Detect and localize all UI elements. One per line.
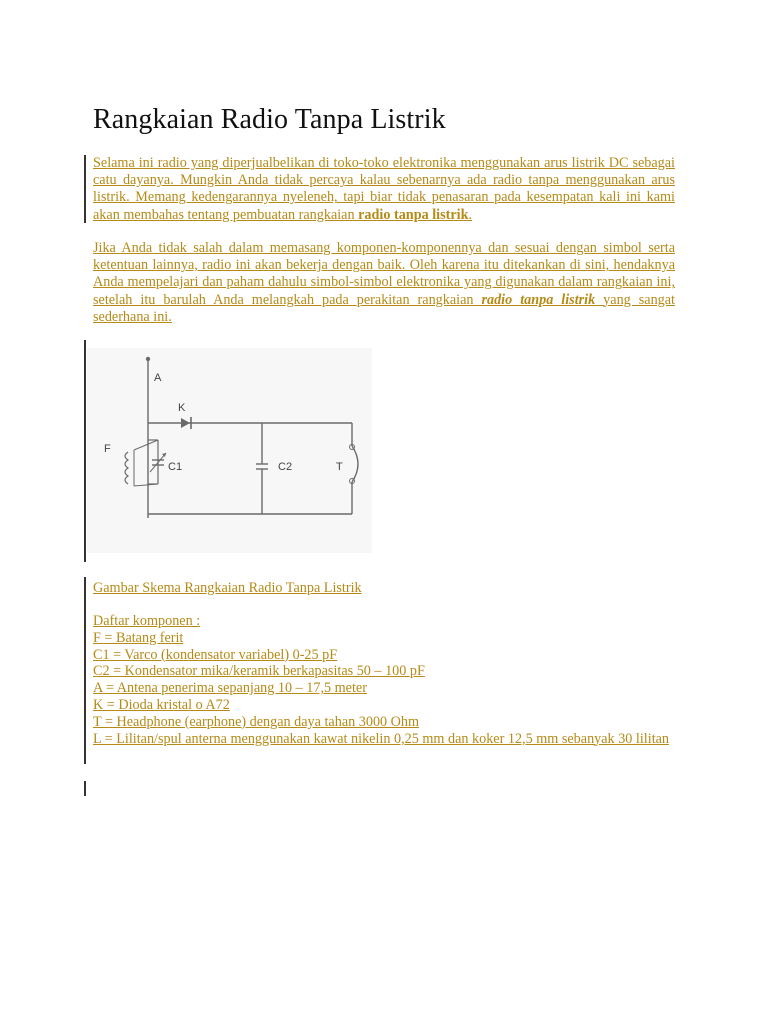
list-item[interactable]: T = Headphone (earphone) dengan daya tahan 3000 Ohm bbox=[93, 713, 420, 730]
ferrite-label: F bbox=[104, 443, 111, 455]
page-title: Rangkaian Radio Tanpa Listrik bbox=[93, 104, 446, 135]
instruction-paragraph[interactable] bbox=[93, 240, 675, 326]
instruction-bold-italic-link[interactable]: radio tanpa listrik bbox=[481, 291, 596, 308]
instruction-end: yang sangat sederhana ini. bbox=[93, 291, 675, 325]
list-item[interactable]: A = Antena penerima sepanjang 10 – 17,5 meter bbox=[93, 680, 367, 697]
headphone-label: T bbox=[336, 461, 343, 473]
c2-label: C2 bbox=[278, 461, 293, 473]
list-item[interactable]: K = Dioda kristal o A72 bbox=[93, 696, 230, 713]
intro-end: . bbox=[468, 206, 473, 223]
schematic-diagram bbox=[84, 340, 374, 562]
list-item[interactable]: C2 = Kondensator mika/keramik berkapasitas 50 – 100 pF bbox=[93, 663, 425, 680]
list-item[interactable]: C1 = Varco (kondensator variabel) 0-25 pF bbox=[93, 646, 338, 663]
figure-caption[interactable]: Gambar Skema Rangkaian Radio Tanpa Listrik bbox=[93, 580, 362, 596]
list-item[interactable]: F = Batang ferit bbox=[93, 629, 184, 646]
antenna-label: A bbox=[154, 372, 162, 384]
component-list bbox=[93, 613, 683, 747]
instruction-text: Jika Anda tidak salah dalam memasang komponen-komponennya dan sesuai dengan simbol serta ketentuan lainnya, radio ini akan bekerja dengan baik. Oleh karena itu ditekankan di sini, hendaknya Anda mempelajari dan paham dahulu simbol-simbol elektronika yang digunakan dalam rangkaian ini, setelah itu barulah Anda melangkah pada perakitan rangkaian bbox=[93, 240, 675, 308]
intro-bold-link[interactable]: radio tanpa listrik bbox=[358, 206, 469, 223]
intro-text: Selama ini radio yang diperjualbelikan di toko-toko elektronika menggunakan arus listrik DC sebagai catu dayanya. Mungkin Anda tidak percaya kalau sebenarnya ada radio tanpa menggunakan arus listrik. Memang kedengarannya nyeleneh, tapi biar tidak penasaran pada kesempatan kali ini kami akan membahas tentang pembuatan rangkaian bbox=[93, 155, 675, 223]
intro-paragraph[interactable] bbox=[93, 155, 675, 224]
c1-label: C1 bbox=[168, 461, 183, 473]
text-cursor-bar bbox=[84, 155, 86, 223]
text-cursor-bar bbox=[84, 577, 86, 764]
list-item[interactable]: L = Lilitan/spul anterna menggunakan kawat nikelin 0,25 mm dan koker 12,5 mm sebanyak 30 lilitan bbox=[93, 730, 670, 747]
diode-label: K bbox=[178, 402, 186, 414]
text-cursor-bar bbox=[84, 781, 86, 796]
schematic-figure bbox=[84, 340, 374, 562]
component-list-heading[interactable]: Daftar komponen : bbox=[93, 613, 201, 629]
